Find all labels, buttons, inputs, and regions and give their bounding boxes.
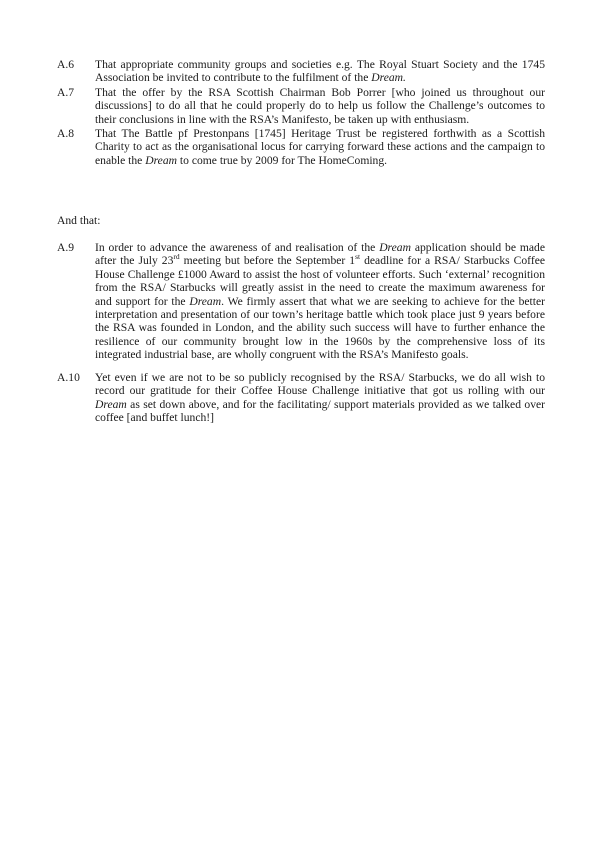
ordinal-suffix: st bbox=[355, 252, 361, 262]
resolution-text bbox=[95, 241, 545, 362]
resolution-number: A.7 bbox=[57, 86, 75, 99]
resolution-number: A.8 bbox=[57, 127, 75, 140]
resolution-number: A.10 bbox=[57, 371, 80, 384]
resolution-number: A.9 bbox=[57, 241, 75, 254]
text-run: Yet even if we are not to be so publicly recognised by the RSA/ Starbucks, we do all wish to record our gratitude for their Coffee House Challenge initiative that got us rolling with our bbox=[95, 371, 545, 398]
resolution-text bbox=[95, 86, 545, 126]
resolution-a8 bbox=[57, 127, 545, 167]
text-run: to come true by 2009 for The HomeComing. bbox=[177, 153, 388, 167]
text-run: . We firmly assert that what we are seeking to achieve for the better interpretation and presentation of our town’s heritage battle which took place just 9 years before the RSA was founded in London, and the ability such success will have to further enhance the resilience of our community brought low in the 1960s by the comprehensive loss of its integrated industrial base, are wholly congruent with the RSA’s Manifesto goals. bbox=[95, 294, 545, 362]
emphasis-text: Dream. bbox=[371, 71, 406, 85]
text-run: as set down above, and for the facilitating/ support materials provided as we talked over coffee [and buffet lunch!] bbox=[95, 397, 545, 425]
emphasis-text: Dream bbox=[145, 153, 177, 167]
resolution-number: A.6 bbox=[57, 58, 75, 71]
text-run: In order to advance the awareness of and realisation of the bbox=[95, 241, 380, 254]
text-run: That appropriate community groups and societies e.g. The Royal Stuart Society and the 1745 Association be invited to contribute to the fulfilment of the bbox=[95, 58, 545, 85]
emphasis-text: Dream bbox=[95, 397, 127, 411]
text-run: That the offer by the RSA Scottish Chairman Bob Porrer [who joined us throughout our discussions] to do all that he could properly do to help us follow the Challenge’s outcomes to their conclusions in line with the RSA’s Manifesto, be taken up with enthusiasm. bbox=[95, 86, 545, 126]
emphasis-text: Dream bbox=[189, 294, 222, 308]
text-run: meeting but before the September 1 bbox=[179, 254, 356, 268]
text-run: application should be made after the July 23 bbox=[95, 241, 545, 268]
ordinal-suffix: rd bbox=[173, 252, 180, 262]
resolution-text bbox=[95, 58, 545, 85]
resolution-a7 bbox=[57, 86, 545, 126]
text-run: deadline for a RSA/ Starbucks Coffee House Challenge £1000 Award to assist the host of volunteer efforts. Such ‘external’ recognition from the RSA/ Starbucks will greatly assist in the need to create the maximum awareness for and support for the bbox=[95, 254, 545, 308]
emphasis-text: Dream bbox=[379, 241, 411, 254]
resolution-a6 bbox=[57, 58, 545, 85]
resolution-a9 bbox=[57, 241, 545, 362]
resolution-a10 bbox=[57, 371, 545, 425]
resolution-text bbox=[95, 127, 545, 167]
resolution-text bbox=[95, 371, 545, 425]
and-that-heading: And that: bbox=[57, 214, 101, 227]
text-run: That The Battle pf Prestonpans [1745] Heritage Trust be registered forthwith as a Scottish Charity to act as the organisational locus for carrying forward these actions and the campaign to enable the bbox=[95, 127, 545, 167]
